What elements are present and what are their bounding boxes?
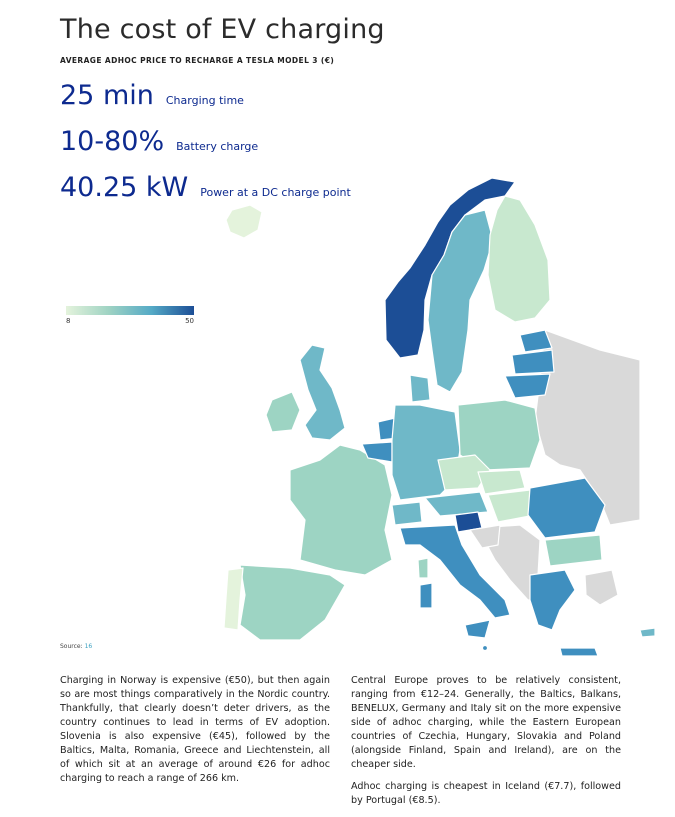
legend-min-label: 8 [66, 317, 71, 325]
country-italy-sicily [465, 620, 490, 638]
stat-label: Battery charge [176, 140, 259, 153]
country-greece [530, 570, 575, 630]
country-finland [488, 196, 550, 322]
stat-value: 25 min [60, 80, 154, 111]
country-hungary [488, 490, 535, 522]
stat-label: Charging time [165, 94, 244, 107]
country-malta [483, 646, 488, 651]
stat-value: 40.25 kW [60, 172, 189, 203]
page-title: The cost of EV charging [60, 14, 385, 45]
source-label: Source: [60, 643, 83, 650]
country-slovakia [478, 470, 525, 494]
source-ref[interactable]: 16 [84, 643, 93, 650]
country-france [290, 445, 392, 575]
country-denmark [410, 375, 430, 402]
country-iceland [226, 205, 262, 238]
body-paragraph: Central Europe proves to be relatively consistent, ranging from €12–24. Generally, the Baltics, Balkans, BENELUX, Germany and Italy sit on the more expensive side of adhoc charging, while the Eastern European countries of Czechia, Hungary, Slovakia and Poland (alongside Finland, Spain and Ireland), are on the cheaper side. [351, 675, 621, 770]
country-ireland [266, 392, 300, 432]
body-paragraph: Charging in Norway is expensive (€50), but then again so are most things comparatively in the Nordic country. Thankfully, that clearly doesn’t deter drivers, as the country continues to lead in terms of EV adoption. Slovenia is also expensive (€45), followed by the Baltics, Malta, Romania, Greece and Liechtenstein, all of which sit at an average of around €26 for adhoc charging to reach a range of 266 km. [60, 675, 330, 784]
country-bulgaria [545, 535, 602, 566]
stat-value: 10-80% [60, 126, 165, 157]
country-italy-sardinia [420, 583, 432, 608]
body-paragraph: Adhoc charging is cheapest in Iceland (€7.7), followed by Portugal (€8.5). [351, 781, 621, 806]
country-latvia [512, 350, 554, 374]
body-column-left [60, 674, 330, 794]
legend-max-label: 50 [185, 317, 194, 325]
country-switzerland [392, 502, 422, 525]
country-france-corsica [418, 558, 428, 578]
stat-label: Power at a DC charge point [200, 186, 351, 199]
country-turkey-nodata [585, 570, 618, 605]
body-column-right [351, 674, 621, 816]
page-subtitle: AVERAGE ADHOC PRICE TO RECHARGE A TESLA MODEL 3 (€) [60, 56, 335, 65]
country-uk [300, 345, 345, 440]
country-greece-crete [560, 648, 598, 656]
source-note [60, 643, 92, 650]
country-cyprus [640, 628, 655, 637]
country-spain [240, 565, 345, 640]
country-lithuania [505, 374, 550, 398]
